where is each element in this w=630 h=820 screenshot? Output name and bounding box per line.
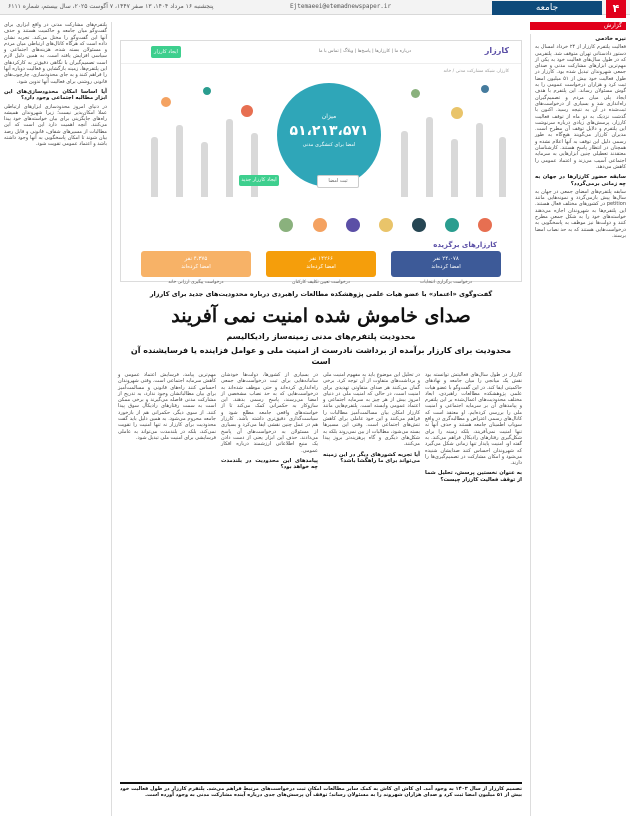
- partner-logo: [478, 218, 492, 232]
- site-brand: کارزار: [484, 46, 509, 55]
- featured-cards: [141, 251, 501, 287]
- bottom-box: تصمیم کارزار از سال ۱۴۰۳ به وجود آمد. ای کاش ای کاش به کمک سایر مطالعات امکان ثبت درخواست‌های مرتبط فراهم می‌شد. پلتفرم کارزار در طول فعالیت خود بیش از ۵۱ میلیون امضا ثبت کرد و صدای هزاران شهروند را به مسئولان رساند؛ توقف آن پرسش‌های جدی درباره آینده مشارکت مدنی به وجود آورده است.: [120, 782, 522, 820]
- question-3: پیامدهای این محدودیت در بلندمدت چه خواهد بود؟: [221, 457, 318, 471]
- article-column-2-text: در تحلیل این موضوع باید به مفهوم امنیت ملی و برداشت‌های متفاوت از آن توجه کرد. برخی گمان می‌کنند هر صدای متفاوتی تهدیدی برای امنیت است، در حالی که امنیت ملی در دنیای امروز بیش از هر چیز به سرمایه اجتماعی و اعتماد عمومی وابسته است. پلتفرم‌هایی مانند کارزار امکان بیان مسالمت‌آمیز مطالبات را فراهم می‌کنند و این خود عاملی برای کاهش تنش‌های اجتماعی است. وقتی این مسیرها بسته می‌شود، مطالبات از بین نمی‌روند بلکه به شکل‌های دیگری و گاه پرهزینه‌تر بروز پیدا می‌کنند.: [323, 372, 420, 448]
- article-kicker: گفت‌وگوی «اعتماد» با عضو هیات علمی پژوهشکده مطالعات راهبردی درباره محدودیت‌های جدید برای کارزار: [149, 290, 493, 298]
- left-column-subhead: آیا اساسا امکان محدودسازی‌های این ابزار مطالبه اجتماعی وجود دارد؟: [4, 88, 107, 102]
- partner-logo: [445, 218, 459, 232]
- article-column-3: [221, 372, 318, 782]
- counter-label: میزان: [321, 113, 337, 120]
- sign-button: ثبت امضا: [317, 175, 359, 188]
- raised-hand: [476, 123, 483, 197]
- decor-dot: [161, 97, 171, 107]
- article-column-1: [425, 372, 522, 782]
- partner-logos: [139, 217, 499, 239]
- raised-hand: [201, 142, 208, 197]
- header-email: Ejtemaeei@etemadnewspaper.ir: [290, 3, 392, 10]
- card-description: درخواست برگزاری انتخابات: [420, 280, 472, 285]
- card-count: ۱۴۲۶۶ نفر امضا کرده‌اند: [266, 251, 376, 277]
- card-description: درخواست تعیین تکلیف کارکنان: [292, 280, 350, 285]
- right-column-body: فعالیت پلتفرم کارزار از ۲۴ خرداد امسال به دستور دادستانی تهران متوقف شد. پلتفرمی که در طول سال‌های فعالیت خود به یکی از مهم‌ترین ابزارهای مشارکت مدنی و صدای جمعی شهروندان تبدیل شده بود. کارزار در طول فعالیت خود بیش از ۵۱ میلیون امضا ثبت کرد و هزاران درخواست عمومی را به گوش مسئولان رساند. این پلتفرم با هدف ایجاد پلی میان مردم و تصمیم‌گیران راه‌اندازی شد و بسیاری از درخواست‌های ثبت‌شده در آن به نتیجه رسید. اکنون با گذشت نزدیک به دو ماه از توقف فعالیت کارزار، پرسش‌های زیادی درباره سرنوشت این پلتفرم و دلایل توقف آن مطرح است. مدیران کارزار می‌گویند هیچ‌گاه به طور رسمی دلیل این توقف به آنها اعلام نشده و همچنان در انتظار پاسخ هستند. کارشناسان معتقدند تعطیلی چنین ابزارهایی به سرمایه اجتماعی آسیب می‌زند و اعتماد عمومی را کاهش می‌دهد.: [535, 44, 627, 170]
- page-number: ۴: [606, 0, 626, 18]
- article-dek-1: محدودیت پلتفرم‌های مدنی زمینه‌ساز رادیکالیسم: [226, 332, 416, 341]
- raised-hand: [401, 131, 408, 197]
- article-dek-2: محدودیت برای کارزار برآمده از برداشت نادرست از امنیت ملی و عوامل فزاینده یا فرسایشنده آن است: [130, 346, 512, 366]
- article-column-3-text: در بسیاری از کشورها، دولت‌ها خودشان سامانه‌هایی برای ثبت درخواست‌های جمعی راه‌اندازی کرده‌اند و حتی موظف شده‌اند به درخواست‌هایی که به حد نصاب مشخصی از امضا می‌رسند، پاسخ رسمی بدهند. این سازوکار به حکمرانی کمک می‌کند تا از خواسته‌های واقعی جامعه مطلع شود و سیاست‌گذاری دقیق‌تری داشته باشد. کارزار هم در عمل چنین نقشی ایفا می‌کرد و بسیاری از مسئولان به درخواست‌های آن پاسخ می‌دادند. حذف این ابزار یعنی از دست دادن یک منبع اطلاعاتی ارزشمند درباره افکار عمومی.: [221, 372, 318, 454]
- campaign-card: [266, 251, 376, 311]
- partner-logo: [346, 218, 360, 232]
- article-column-4-text: مهم‌ترین پیامد، فرسایش اعتماد عمومی و کاهش سرمایه اجتماعی است. وقتی شهروندان احساس کنند راه‌های قانونی و مسالمت‌آمیز برای بیان مطالباتشان وجود ندارد، به تدریج از مشارکت مدنی فاصله می‌گیرند و برخی ممکن است به سمت رفتارهای رادیکال سوق پیدا کنند. از سوی دیگر، حکمرانی هم از بازخورد جامعه محروم می‌شود. به همین دلیل باید گفت محدودیت برای کارزار نه تنها امنیت را تقویت نمی‌کند، بلکه در بلندمدت می‌تواند به عاملی فرسایشی برای امنیت ملی تبدیل شود.: [118, 372, 216, 441]
- raised-hand: [451, 139, 458, 197]
- decor-dot: [481, 85, 489, 93]
- card-description: درخواست پیگیری ارزانی خانه: [168, 280, 224, 285]
- raised-hand: [151, 137, 158, 197]
- card-count: ۲۴،۰۷۸ نفر امضا کرده‌اند: [391, 251, 501, 277]
- partner-logo: [412, 218, 426, 232]
- header-date: پنجشنبه ۱۶ مرداد ۱۴۰۴، ۱۳ صفر ۱۴۴۷، ۷ آگوست ۲۰۲۵، سال بیستم، شماره ۶۱۱۱: [8, 3, 214, 10]
- create-campaign-button: ایجاد کارزار: [151, 46, 181, 58]
- decor-dot: [451, 107, 463, 119]
- raised-hand: [251, 133, 258, 197]
- partner-logo: [379, 218, 393, 232]
- featured-title: کارزارهای برگزیده: [433, 241, 497, 249]
- question-1: به عنوان نخستین پرسش، تحلیل شما از توقف فعالیت کارزار چیست؟: [425, 470, 522, 483]
- counter-number: ۵۱،۲۱۳،۵۷۱: [289, 123, 369, 139]
- raised-hand: [499, 137, 506, 197]
- partner-logo: [279, 218, 293, 232]
- article-column-2: [323, 372, 420, 782]
- card-count: ۴،۳۷۵ نفر امضا کرده‌اند: [141, 251, 251, 277]
- report-tag: گزارش: [530, 22, 626, 30]
- article-column-4: [118, 372, 216, 782]
- section-label: جامعه: [492, 1, 602, 15]
- right-column-body2: سابقه پلتفرم‌های امضای جمعی در جهان به سال‌ها پیش بازمی‌گردد و نمونه‌هایی مانند petition در کشورهای مختلف فعال هستند. این پلتفرم‌ها به شهروندان اجازه می‌دهند خواسته‌های خود را به شکل جمعی مطرح کنند و دولت‌ها نیز موظف به پاسخگویی به درخواست‌هایی هستند که به حد نصاب امضا برسند.: [535, 188, 626, 239]
- signature-counter: [277, 83, 381, 187]
- site-navbar: [121, 41, 521, 64]
- website-screenshot: [120, 40, 522, 285]
- decor-dot: [203, 87, 211, 95]
- site-menu: درباره ما | کارزارها | پاسخ‌ها | وبلاگ | تماس با ما: [318, 49, 411, 54]
- right-column: [530, 34, 626, 816]
- campaign-card: [391, 251, 501, 311]
- raised-hand: [226, 119, 233, 197]
- counter-caption: امضا برای کنشگری مدنی: [302, 142, 356, 148]
- right-column-subhead: سابقه حضور کارزار‌ها در جهان به چه زمانی برمی‌گردد؟: [535, 174, 626, 187]
- left-column-body2: در دنیای امروز محدودسازی ابزارهای ارتباطی عملا امکان‌پذیر نیست؛ زیرا شهروندان همیشه راه‌های جایگزینی برای بیان خواسته‌های خود پیدا می‌کنند. آنچه اهمیت دارد این است که این مطالبات از مسیرهای شفاف، قانونی و قابل رصد بیان شوند تا امکان پاسخگویی به آنها وجود داشته باشد و اعتماد عمومی تقویت شود.: [4, 103, 107, 148]
- right-column-heading: نیره خادمی: [595, 36, 626, 42]
- decor-dot: [411, 89, 420, 98]
- article-title: صدای خاموش شده امنیت نمی آفریند: [171, 305, 471, 327]
- article-column-1-text: کارزار در طول سال‌های فعالیتش توانسته بود نقش یک میانجی را میان جامعه و نهادهای حاکمیتی ایفا کند. در این گفت‌وگو با عضو هیات علمی پژوهشکده مطالعات راهبردی، ابعاد مختلف محدودیت‌های اعمال‌شده بر این پلتفرم و پیامدهای آن بر سرمایه اجتماعی و امنیت ملی را بررسی کرده‌ایم. او معتقد است که کانال‌های رسمی اعتراض و مطالبه‌گری در واقع سوپاپ اطمینان جامعه هستند و حذف آنها نه تنها امنیت نمی‌آفریند، بلکه زمینه را برای شکل‌گیری رفتارهای رادیکال فراهم می‌کند. به گفته او، امنیت پایدار تنها زمانی شکل می‌گیرد که شهروندان احساس کنند صدایشان شنیده می‌شود و امکان مشارکت در تصمیم‌گیری‌ها را دارند.: [425, 372, 522, 467]
- raised-hand: [426, 117, 433, 197]
- question-2: آیا تجربه کشورهای دیگر در این زمینه می‌تواند برای ما راهگشا باشد؟: [323, 451, 420, 464]
- left-column: [4, 22, 112, 816]
- new-campaign-button: ایجاد کارزار جدید: [239, 175, 279, 186]
- left-column-body: پلتفرم‌های مشارکت مدنی در واقع ابزاری برای گفت‌وگو میان جامعه و حاکمیت هستند و حذف آنها این گفت‌وگو را مختل می‌کند. تجربه نشان داده است که هرگاه کانال‌های ارتباطی میان مردم و مسئولان بسته شده، هزینه‌های اجتماعی و سیاسی افزایش یافته است. به همین دلیل لازم است تصمیم‌گیران با نگاهی دقیق‌تر به کارکردهای این پلتفرم‌ها، زمینه بازگشایی و فعالیت دوباره آنها را فراهم کنند و به جای محدودسازی، چارچوب‌های قانونی روشنی برای فعالیت آنها تدوین شود.: [4, 22, 107, 85]
- site-breadcrumb: کارزار، شبکه مشارکت مدنی / خانه: [443, 69, 509, 74]
- decor-dot: [241, 105, 253, 117]
- partner-logo: [313, 218, 327, 232]
- campaign-card: [141, 251, 251, 311]
- raised-hand: [176, 125, 183, 197]
